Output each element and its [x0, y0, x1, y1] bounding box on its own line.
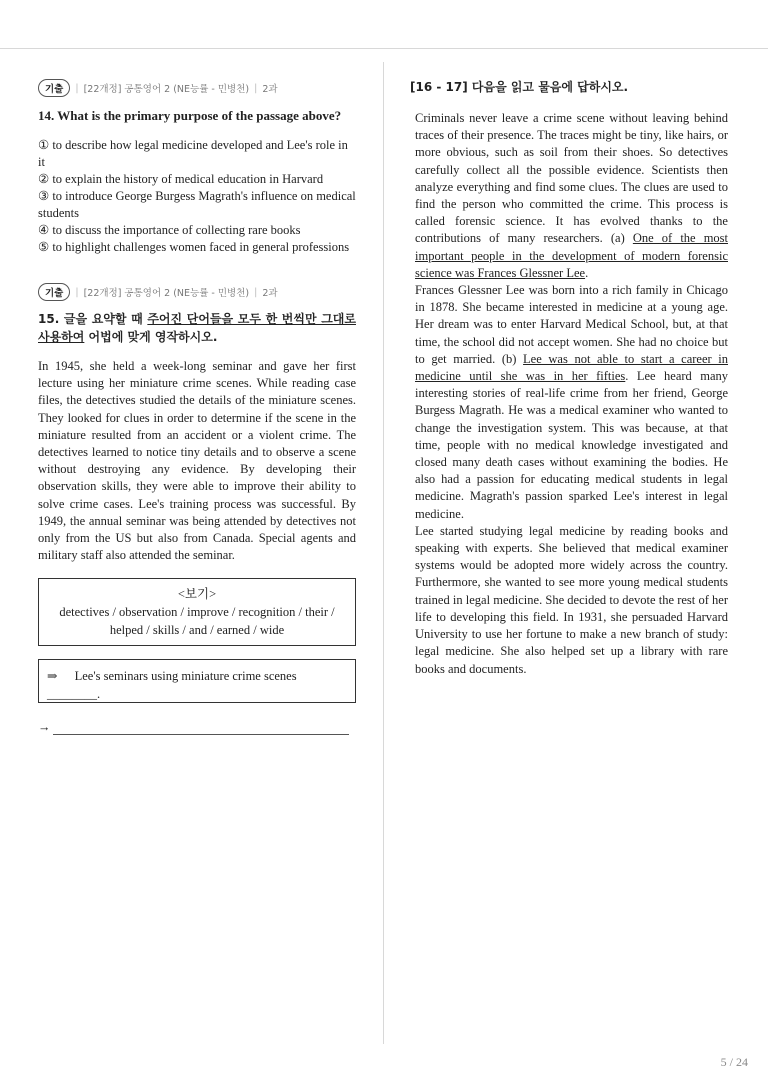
- word-bank-title: <보기>: [177, 587, 217, 602]
- title-suffix: 어법에 맞게 영작하시오.: [84, 330, 218, 344]
- right-column: [410, 78, 728, 678]
- passage-paragraph: [410, 110, 728, 282]
- source-label: [22개정] 공통영어 2 (NE능률 - 민병천): [83, 288, 250, 299]
- header-rule: [0, 48, 768, 49]
- option-list: [38, 137, 356, 256]
- question-meta: [38, 78, 356, 98]
- left-column: [38, 78, 356, 735]
- word-bank-box: [38, 578, 356, 646]
- answer-area: [38, 720, 356, 735]
- lesson-label: 2과: [262, 84, 278, 95]
- summary-arrow: ⇒: [47, 669, 58, 684]
- page-number: 5 / 24: [720, 1055, 748, 1069]
- exam-tag: 기출: [38, 79, 70, 97]
- underlined-sentence-b: Lee was not able to start a career in medicine until she was in her fifties: [415, 351, 729, 384]
- word-bank-words: detectives / observation / improve / recognition / their / helped / skills / and / earned / wide: [59, 605, 335, 638]
- meta-separator: |: [254, 82, 258, 94]
- underlined-sentence-a: One of the most important people in the development of modern forensic science was Frances Glessner Lee: [415, 231, 728, 280]
- paragraph-text: Frances Glessner Lee was born into a rich family in Chicago in 1878. She became interested in medicine at a young age. Her dream was to enter Harvard Medical School, but, at that time, the school did not accept women. She had no choice but to get married. (b): [415, 283, 728, 366]
- option-item: ③ to introduce George Burgess Magrath's influence on medical students: [38, 189, 356, 220]
- exam-tag: 기출: [38, 283, 70, 301]
- column-divider: [383, 62, 384, 1044]
- option-item: ① to describe how legal medicine developed and Lee's role in it: [38, 138, 348, 169]
- source-label: [22개정] 공통영어 2 (NE능률 - 민병천): [83, 84, 250, 95]
- passage-paragraph: Lee started studying legal medicine by reading books and speaking with experts. She believed that medical examiner systems would be adopted more widely across the country. Furthermore, she wanted to see more young medical students trained in legal medicine. She decided to devote the rest of her life to developing this field. In 1931, she persuaded Harvard University to use her fortune to make a new branch of study: legal medicine. She also helped set up a library with rare books and documents.: [415, 523, 728, 676]
- paragraph-end: .: [585, 265, 589, 280]
- meta-separator: |: [75, 82, 79, 94]
- summary-box: [38, 659, 356, 703]
- passage-heading: [16 - 17] 다음을 읽고 물음에 답하시오.: [410, 80, 629, 94]
- question-meta: [38, 282, 356, 302]
- option-item: ④ to discuss the importance of collecting rare books: [38, 223, 301, 237]
- option-item: ② to explain the history of medical education in Harvard: [38, 172, 324, 186]
- lesson-label: 2과: [262, 288, 278, 299]
- option-item: ⑤ to highlight challenges women faced in general professions: [38, 240, 350, 254]
- meta-separator: |: [75, 286, 79, 298]
- passage-paragraph: [410, 282, 728, 523]
- answer-arrow: →: [38, 720, 51, 735]
- question-title: [38, 310, 356, 346]
- summary-text: Lee's seminars using miniature crime scenes ________.: [47, 669, 297, 702]
- answer-line[interactable]: [53, 723, 349, 735]
- title-prefix: 15. 글을 요약할 때: [38, 312, 148, 326]
- question-title: 14. What is the primary purpose of the passage above?: [38, 108, 342, 123]
- meta-separator: |: [254, 286, 258, 298]
- title-underlined: 주어진 단어들을 모두 한 번씩만 그대로 사용하여: [38, 312, 356, 344]
- paragraph-text: . Lee heard many interesting stories of real-life crime from her friend, George Burgess Magrath. He was a medical examiner who wanted to change the investigation system. This was because, at that time, people with no medical knowledge investigated and closed many death cases without examining the bodies. He also had a passion for educating medical students in legal medicine. Magrath's passion sparked Lee's interest in legal medicine.: [415, 369, 728, 521]
- passage-text: In 1945, she held a week-long seminar and gave her first lecture using her miniature crime scenes. While reading case files, the detectives studied the details of the miniature scenes. They looked for clues in order to determine if the scene in the miniature resulted from an accident or a violent crime. The detectives learned to notice tiny details and to observe a scene without destroying any evidence. By developing their observation skills, they were able to improve their ability to solve crime cases. Lee's training process was successful. By 1949, the annual seminar was being attended by detectives not only from the US but also from Canada. Special agents and military staff also attended the seminar.: [38, 359, 356, 563]
- paragraph-text: Criminals never leave a crime scene without leaving behind traces of their presence. The traces might be tiny, like hairs, or more obvious, such as soil from their shoes. So detectives carefully collect all the possible evidence. Scientists then analyze everything and find some clues. The clues are used to find the person who committed the crime. This process is called forensic science. It has evolved thanks to the contributions of many researchers. (a): [415, 111, 728, 246]
